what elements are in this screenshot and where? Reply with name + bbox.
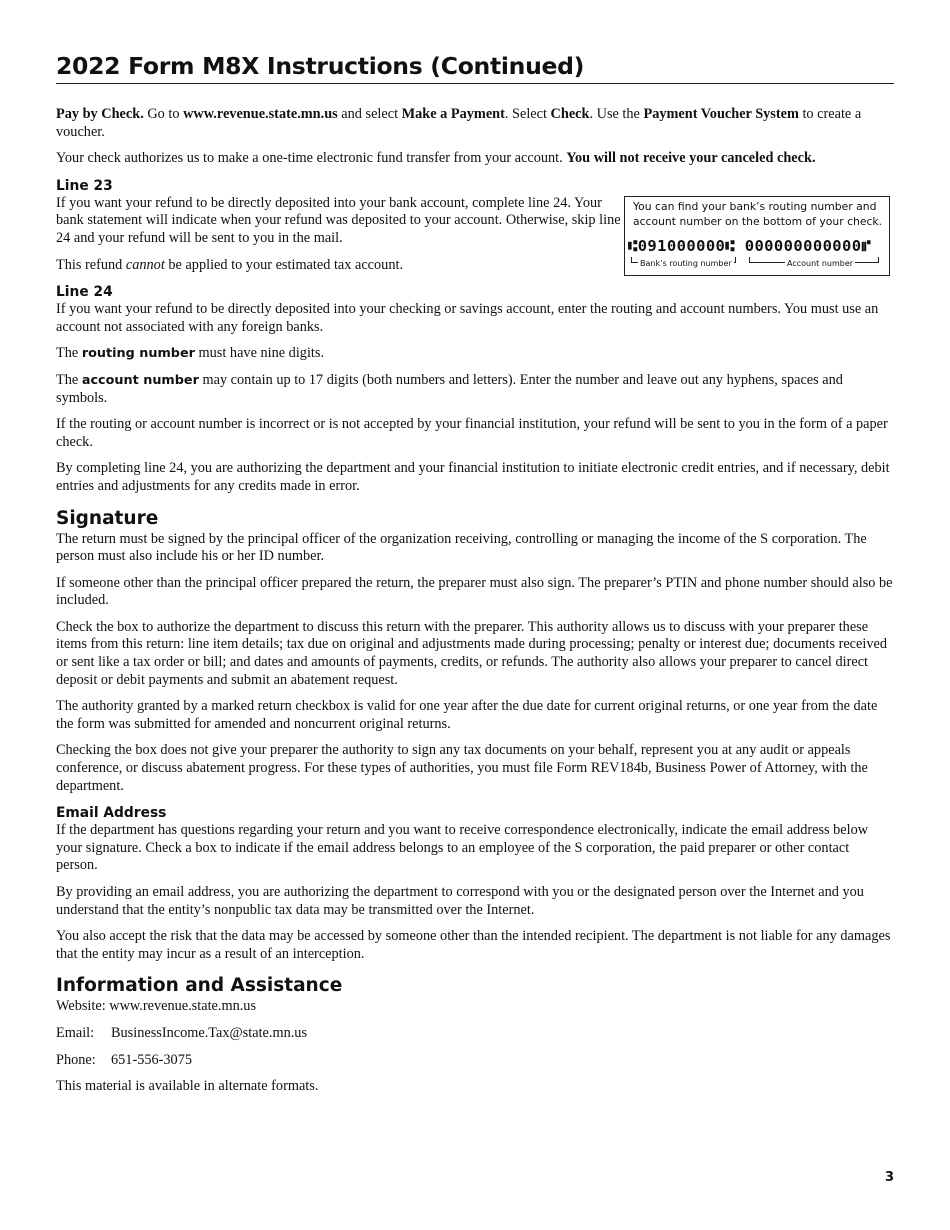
- page-number: 3: [884, 1170, 894, 1185]
- line23-refund-note: [56, 257, 622, 275]
- make-payment-term: Make a Payment: [401, 106, 505, 122]
- line24-paragraph: If you want your refund to be directly deposited into your checking or savings account, enter the routing and account numbers. You must use an account not associated with any foreign banks.: [56, 301, 879, 335]
- website-label: Website:: [56, 998, 106, 1015]
- micr-line: ⑆091000000⑆ 000000000000⑈: [628, 236, 872, 255]
- email-link[interactable]: BusinessIncome.Tax@state.mn.us: [111, 1024, 308, 1041]
- check-routing-figure: [624, 196, 890, 276]
- line23-paragraph: If you want your refund to be directly deposited into your bank account, complete line 24. Your bank statement will indicate when your refund was deposited to your account. Otherwise, skip line 24 and your refund will be sent to you in the mail.: [56, 194, 621, 246]
- incorrect-number-paragraph: If the routing or account number is incorrect or is not accepted by your financial institution, your refund will be sent to you in the form of a paper check.: [56, 416, 888, 450]
- pay-by-check-paragraph: [56, 106, 894, 141]
- line23-heading: Line 23: [56, 177, 113, 194]
- line24-heading: Line 24: [56, 284, 113, 301]
- cannot-emphasis: cannot: [125, 256, 165, 273]
- signature-paragraph-1: The return must be signed by the principal officer of the organization receiving, controlling or managing the income of the S corporation. The person must also include his or her ID number.: [56, 530, 867, 565]
- website-link[interactable]: www.revenue.state.mn.us: [109, 998, 257, 1015]
- check-term: Check: [550, 106, 590, 122]
- signature-paragraph-5: Checking the box does not give your preparer the authority to sign any tax documents on your behalf, represent you at any audit or appeals conference, or discuss abatement progress. For these types of authorities, you must file Form REV184b, Business Power of Attorney, with the department.: [56, 742, 868, 794]
- phone-label: Phone:: [56, 1051, 96, 1068]
- website-row: [56, 998, 894, 1016]
- pay-by-check-section: [56, 106, 894, 168]
- text-run: . Select: [504, 106, 551, 122]
- page-title: 2022 Form M8X Instructions (Continued): [56, 52, 894, 84]
- routing-number-label: Bank’s routing number: [640, 258, 732, 268]
- phone-row: [56, 1052, 894, 1070]
- email-address-section: [56, 804, 894, 963]
- document-page: [56, 52, 894, 1096]
- account-number-label: Account number: [787, 258, 854, 268]
- email-row: [56, 1025, 894, 1043]
- email-paragraph-2: By providing an email address, you are authorizing the department to correspond with you or the designated person over the Internet and you understand that the entity’s nonpublic tax data may be transmitted over the Internet.: [56, 884, 864, 918]
- text-run: be applied to your estimated tax account.: [164, 256, 404, 273]
- text-run: The: [56, 371, 82, 388]
- email-paragraph-1: If the department has questions regarding your return and you want to receive correspondence electronically, indicate the email address below your signature. Check a box to indicate if the email address belongs to an employee of the S corporation, the paid preparer or other contact person.: [56, 822, 869, 874]
- text-run: and select: [337, 106, 402, 122]
- signature-section: [56, 507, 894, 796]
- routing-number-paragraph: [56, 345, 894, 363]
- check-figure-caption: You can find your bank’s routing number and account number on the bottom of your check.: [633, 199, 883, 228]
- alternate-formats-note: This material is available in alternate formats.: [56, 1078, 319, 1095]
- text-run: to create a voucher.: [56, 106, 862, 140]
- text-run: . Use the: [589, 106, 644, 122]
- signature-paragraph-2: If someone other than the principal officer prepared the return, the preparer must also sign. The preparer’s PTIN and phone number should also be included.: [56, 574, 893, 609]
- text-run: must have nine digits.: [194, 345, 325, 362]
- text-run: This refund: [56, 256, 126, 273]
- routing-number-term: routing number: [81, 346, 195, 362]
- email-paragraph-3: You also accept the risk that the data may be accessed by someone other than the intended recipient. The department is not liable for any damages that the entity may incur as a result of an interception.: [56, 928, 891, 962]
- voucher-system-term: Payment Voucher System: [643, 106, 799, 122]
- text-run: Go to: [143, 106, 184, 122]
- line23-section: [56, 177, 894, 274]
- authorization-paragraph: By completing line 24, you are authorizing the department and your financial institution to initiate electronic credit entries, and if necessary, debit entries and adjustments for any credits made in error.: [56, 460, 890, 494]
- phone-number: 651-556-3075: [111, 1051, 193, 1068]
- email-address-heading: Email Address: [56, 805, 167, 822]
- signature-paragraph-4: The authority granted by a marked return checkbox is valid for one year after the due date for current original returns, or one year from the date the form was submitted for amended and noncurrent original returns.: [56, 698, 878, 732]
- canceled-check-paragraph: [56, 150, 894, 168]
- text-run: Your check authorizes us to make a one-time electronic fund transfer from your account.: [56, 150, 567, 167]
- line24-section: [56, 283, 894, 495]
- email-label: Email:: [56, 1024, 95, 1041]
- signature-heading: Signature: [56, 507, 159, 529]
- text-run: may contain up to 17 digits (both numbers and letters). Enter the number and leave out any hyphens, spaces and symbols.: [56, 371, 843, 406]
- information-heading: Information and Assistance: [56, 975, 343, 997]
- account-number-paragraph: [56, 372, 894, 407]
- signature-paragraph-3: Check the box to authorize the department to discuss this return with the preparer. This authority allows us to discuss with your preparer these items from this return: line item details; tax due on original and adjustments made during processing; penalty or interest due; documents received or sent like a tax order or bill; and dates and amounts of payments, credits, or refunds. The authority also allows your preparer to cancel direct deposit or debit payments and submit an abatement request.: [56, 618, 887, 688]
- pay-by-check-lead: Pay by Check.: [56, 106, 144, 122]
- information-section: [56, 974, 894, 1095]
- text-run: The: [56, 345, 82, 362]
- account-number-term: account number: [81, 372, 199, 388]
- revenue-website-link[interactable]: www.revenue.state.mn.us: [183, 106, 338, 122]
- canceled-check-notice: You will not receive your canceled check.: [566, 150, 816, 167]
